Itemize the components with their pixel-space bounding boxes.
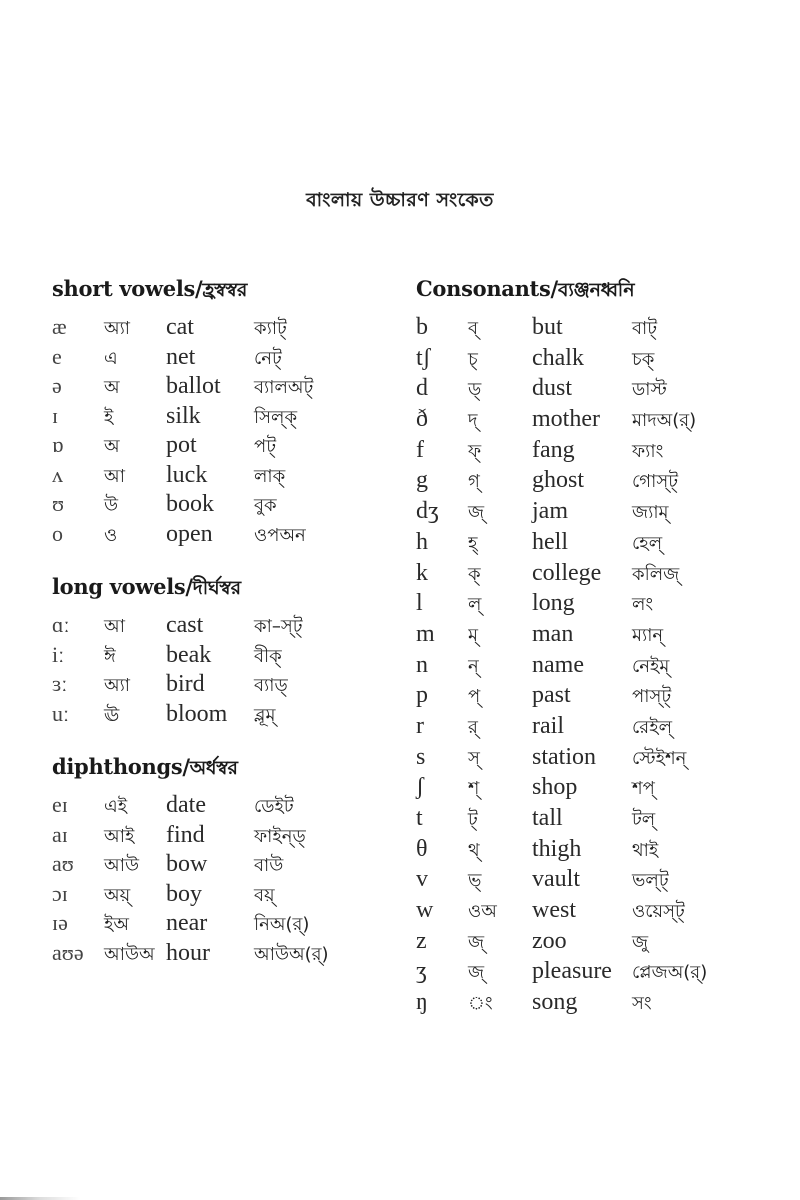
bengali-transcription: সিল্ক্ [254,406,298,428]
heading-english: short vowels/ [52,276,203,301]
pronunciation-entry [416,650,776,681]
pronunciation-entry [52,519,392,549]
bengali-transcription: ভল্ট্ [632,870,669,892]
section-consonants [416,272,776,1018]
ipa-symbol: aʊ [52,851,74,876]
right-column [416,272,776,1040]
heading-bengali: দীর্ঘস্বর [192,577,241,599]
bengali-symbol: অয়্ [104,884,131,906]
pronunciation-entry [52,849,392,879]
ipa-symbol: ʒ [416,958,427,985]
bengali-transcription: লাক্ [254,465,286,487]
pronunciation-entry [416,834,776,865]
example-word: vault [532,866,580,893]
pronunciation-entry [416,527,776,558]
bengali-symbol: ইঅ [104,914,129,935]
section-heading [52,750,392,784]
heading-english: long vowels/ [52,574,193,599]
bengali-transcription: জু [632,931,649,953]
bengali-symbol: জ্ [468,962,485,984]
bengali-transcription: ম্যান্ [632,624,664,646]
example-word: west [532,897,576,924]
bengali-symbol: আউঅ [104,943,155,965]
example-word: bow [166,851,208,877]
pronunciation-entry [52,312,392,342]
ipa-symbol: dʒ [416,498,439,525]
bengali-transcription: ওয়েস্ট্ [632,901,685,923]
pronunciation-entry [52,908,392,938]
ipa-symbol: ɪ [52,402,59,428]
bengali-transcription: ফাইন্ড্ [254,825,306,847]
example-word: ghost [532,467,585,494]
bengali-symbol: ম্ [468,624,478,646]
section-diphthongs [52,750,392,967]
example-word: college [532,559,602,586]
section-heading [52,272,392,306]
ipa-symbol: p [416,682,428,709]
bengali-symbol: আ [104,465,125,487]
ipa-symbol: eɪ [52,792,68,817]
pronunciation-entry [52,610,392,640]
example-word: silk [166,402,201,429]
example-word: tall [532,805,563,831]
example-word: near [166,910,208,936]
pronunciation-entry [52,820,392,850]
bengali-transcription: ওপঅন [254,524,306,546]
bengali-symbol: এই [104,796,128,817]
pronunciation-entry [416,373,776,404]
bengali-transcription: ডেইট [254,796,294,817]
bengali-symbol: এ [104,347,118,369]
ipa-symbol: t [416,805,423,831]
bengali-symbol: দ্ [468,410,478,432]
bengali-symbol: ঊ [104,704,120,726]
ipa-symbol: h [416,528,428,555]
bengali-symbol: ক্ [468,563,481,585]
bengali-transcription: কা–স্ট্ [254,616,303,637]
heading-bengali: হ্রস্বস্বর [202,279,247,301]
pronunciation-entry [52,460,392,490]
bengali-symbol: আ [104,616,125,637]
example-word: thigh [532,835,582,862]
ipa-symbol: æ [52,314,67,339]
pronunciation-entry [52,669,392,699]
example-word: pleasure [532,958,612,985]
ipa-symbol: w [416,897,434,924]
pronunciation-entry [416,558,776,589]
bengali-symbol: চ্ [468,348,478,370]
bengali-symbol: ঈ [104,645,116,667]
heading-bengali: ব্যঞ্জনধ্বনি [557,279,635,301]
bengali-transcription: থাই [632,839,659,861]
bengali-symbol: অ [104,377,120,398]
bengali-transcription: পট্ [254,436,277,457]
bengali-symbol: প্ [468,686,481,708]
ipa-symbol: o [52,520,63,546]
bengali-symbol: থ্ [468,839,480,861]
example-word: net [166,343,196,370]
pronunciation-entry [52,342,392,372]
ipa-symbol: ə [52,373,62,398]
bengali-symbol: উ [104,495,119,516]
example-word: long [532,590,575,617]
example-word: book [166,491,214,517]
left-column [52,272,392,989]
bengali-transcription: বাট্ [632,318,658,339]
bengali-transcription: ব্লূম্ [254,704,276,726]
example-word: bird [166,671,205,697]
ipa-symbol: iː [52,641,65,667]
ipa-symbol: ɪə [52,910,68,935]
section-short-vowels [52,272,392,548]
pronunciation-entry [52,790,392,820]
example-word: zoo [532,927,567,954]
ipa-symbol: θ [416,835,428,862]
bengali-symbol: ওঅ [468,901,497,923]
ipa-symbol: f [416,436,424,463]
ipa-symbol: ɜː [52,671,68,696]
ipa-symbol: ʌ [52,461,63,487]
pronunciation-entry [52,938,392,968]
bengali-transcription: নিঅ(র্) [254,914,310,935]
bengali-transcription: চক্ [632,348,655,370]
bengali-transcription: নেট্ [254,347,282,369]
pronunciation-entry [416,619,776,650]
example-word: pot [166,432,197,458]
bengali-transcription: জ্যাম্ [632,502,669,524]
bengali-symbol: র্ [468,716,478,738]
pronunciation-entry [416,926,776,957]
ipa-symbol: e [52,343,62,369]
bengali-symbol: ব্ [468,318,479,339]
ipa-symbol: b [416,314,428,340]
bengali-symbol: ল্ [468,594,482,616]
entry-list [52,790,392,967]
ipa-symbol: m [416,620,435,647]
ipa-symbol: r [416,712,424,739]
ipa-symbol: ð [416,406,428,433]
ipa-symbol: ɑː [52,612,70,637]
bengali-transcription: গোস্ট্ [632,471,679,493]
example-word: boy [166,880,202,907]
pronunciation-entry [416,343,776,374]
bengali-symbol: আই [104,825,135,847]
bengali-transcription: স্টেইশন্ [632,747,687,769]
bengali-symbol: ই [104,406,114,428]
ipa-symbol: ŋ [416,989,428,1016]
example-word: hell [532,528,568,555]
example-word: date [166,792,206,818]
example-word: past [532,682,571,709]
ipa-symbol: aʊə [52,939,84,965]
entry-list [416,312,776,1018]
bengali-transcription: হেল্ [632,532,663,554]
example-word: hour [166,939,210,966]
section-heading [416,272,776,306]
ipa-symbol: aɪ [52,821,68,847]
bengali-transcription: কলিজ্ [632,563,680,585]
pronunciation-entry [416,680,776,711]
ipa-symbol: g [416,467,428,494]
ipa-symbol: z [416,927,427,954]
section-long-vowels [52,570,392,728]
ipa-symbol: ʊ [52,491,65,516]
pronunciation-entry [416,588,776,619]
ipa-symbol: d [416,375,428,402]
bengali-transcription: রেইল্ [632,716,672,738]
bengali-symbol: অ্যা [104,675,131,696]
example-word: mother [532,406,600,433]
bengali-transcription: নেইম্ [632,655,670,677]
pronunciation-entry [416,987,776,1018]
bengali-transcription: ফ্যাং [632,440,664,462]
example-word: shop [532,774,578,801]
example-word: cast [166,612,204,638]
bengali-transcription: ডাস্ট [632,379,667,401]
ipa-symbol: ɒ [52,432,64,457]
example-word: cat [166,314,194,340]
ipa-symbol: k [416,559,428,586]
bengali-symbol: ও [104,524,118,546]
bengali-transcription: ক্যাট্ [254,318,287,339]
bengali-symbol: জ্ [468,931,485,953]
ipa-symbol: n [416,651,428,678]
bengali-symbol: ফ্ [468,440,481,462]
bengali-symbol: শ্ [468,778,480,800]
bengali-symbol: গ্ [468,471,480,493]
pronunciation-entry [52,699,392,729]
pronunciation-entry [416,496,776,527]
example-word: fang [532,436,575,463]
ipa-symbol: uː [52,700,70,726]
bengali-transcription: বাউ [254,855,284,876]
ipa-symbol: ɔɪ [52,880,68,906]
example-word: song [532,989,578,1016]
heading-english: Consonants/ [416,276,558,301]
example-word: luck [166,461,208,488]
pronunciation-entry [416,465,776,496]
bengali-symbol: অ [104,436,120,457]
pronunciation-entry [52,430,392,460]
example-word: find [166,821,205,848]
bengali-transcription: বয়্ [254,884,275,906]
pronunciation-entry [52,371,392,401]
pronunciation-entry [416,772,776,803]
bengali-symbol: অ্যা [104,318,131,339]
bengali-transcription: সং [632,993,652,1015]
bengali-transcription: বুক [254,495,277,516]
pronunciation-entry [416,312,776,343]
bengali-transcription: টল্ [632,809,656,830]
example-word: chalk [532,344,584,371]
entry-list [52,312,392,548]
pronunciation-entry [416,711,776,742]
pronunciation-entry [416,404,776,435]
pronunciation-entry [416,956,776,987]
pronunciation-entry [52,401,392,431]
example-word: but [532,314,563,340]
example-word: man [532,620,574,647]
example-word: bloom [166,700,228,727]
bengali-transcription: বীক্ [254,645,282,667]
example-word: jam [532,498,568,525]
pronunciation-entry [416,803,776,834]
pronunciation-entry [416,895,776,926]
pronunciation-entry [52,879,392,909]
pronunciation-entry [416,864,776,895]
example-word: beak [166,641,212,668]
bengali-symbol: ন্ [468,655,479,677]
pronunciation-entry [416,742,776,773]
example-word: station [532,743,596,770]
bengali-symbol: ং [468,993,493,1015]
bengali-transcription: পাস্ট্ [632,686,672,708]
heading-bengali: অর্ধস্বর [189,757,238,779]
bengali-transcription: শপ্ [632,778,655,800]
section-heading [52,570,392,604]
bengali-symbol: ভ্ [468,870,482,892]
ipa-symbol: v [416,866,428,893]
pronunciation-entry [52,640,392,670]
bengali-symbol: জ্ [468,502,485,524]
bengali-symbol: হ্ [468,532,478,554]
heading-english: diphthongs/ [52,754,190,779]
bengali-symbol: স্ [468,747,480,769]
page-title: বাংলায় উচ্চারণ সংকেত [306,189,494,211]
ipa-symbol: tʃ [416,344,431,371]
bengali-symbol: ড্ [468,379,482,401]
example-word: open [166,520,213,547]
bengali-symbol: আউ [104,855,140,876]
bengali-transcription: ব্যালঅট্ [254,377,314,398]
entry-list [52,610,392,728]
pronunciation-entry [416,435,776,466]
bengali-transcription: প্লেজঅ(র্) [632,962,708,984]
ipa-symbol: s [416,743,426,770]
bengali-transcription: আউঅ(র্) [254,943,329,965]
example-word: dust [532,375,573,402]
bengali-transcription: ব্যাড্ [254,675,288,696]
example-word: name [532,651,584,678]
ipa-symbol: ʃ [416,774,424,801]
example-word: ballot [166,373,221,399]
ipa-symbol: l [416,590,423,617]
bengali-transcription: লং [632,594,654,616]
bengali-symbol: ট্ [468,809,478,830]
pronunciation-entry [52,489,392,519]
bengali-transcription: মাদঅ(র্) [632,410,697,432]
example-word: rail [532,712,564,739]
